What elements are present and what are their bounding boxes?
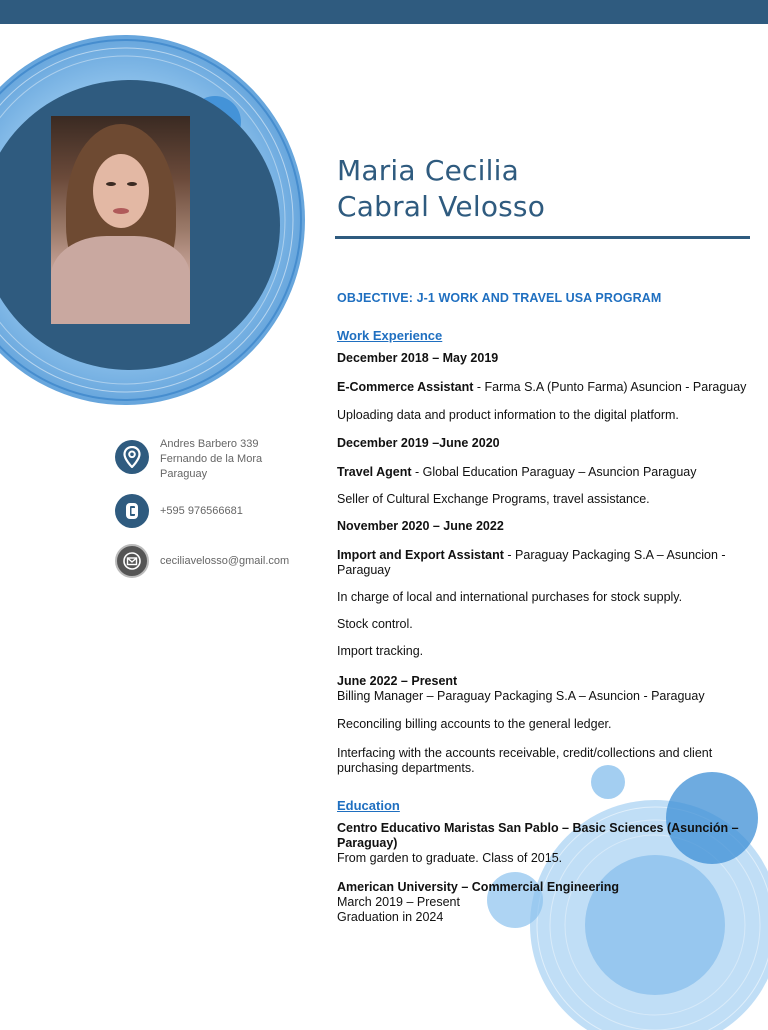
job-3-duty-2: Stock control. xyxy=(337,617,413,631)
job-4-duty-2: Interfacing with the accounts receivable, credit/collections and client purchasing departments. xyxy=(337,746,713,775)
job-1-role: E-Commerce Assistant xyxy=(337,380,474,394)
job-2-org: - Global Education Paraguay – Asuncion Paraguay xyxy=(411,465,697,479)
address-line-1: Andres Barbero 339 xyxy=(160,438,259,450)
job-2-role: Travel Agent xyxy=(337,465,412,479)
candidate-name xyxy=(337,153,545,225)
objective-heading: OBJECTIVE: J-1 WORK AND TRAVEL USA PROGRAM xyxy=(337,291,662,305)
phone-number: +595 976566681 xyxy=(160,505,243,517)
job-3-title xyxy=(337,548,747,578)
job-3-dates: November 2020 – June 2022 xyxy=(337,519,504,533)
name-line-1: Maria Cecilia xyxy=(337,154,519,187)
job-2-duty-1: Seller of Cultural Exchange Programs, travel assistance. xyxy=(337,492,650,506)
address-line-3: Paraguay xyxy=(160,468,208,480)
top-banner xyxy=(0,0,768,24)
phone-icon xyxy=(115,494,149,528)
job-1-org: - Farma S.A (Punto Farma) Asuncion - Paraguay xyxy=(473,380,747,394)
contact-phone xyxy=(115,494,243,528)
job-3-duty-3: Import tracking. xyxy=(337,644,424,658)
education-2-school: American University – Commercial Engineering xyxy=(337,880,620,894)
job-4-title: Billing Manager – Paraguay Packaging S.A – Asuncion - Paraguay xyxy=(337,689,705,703)
profile-photo xyxy=(51,116,190,324)
job-2-dates: December 2019 –June 2020 xyxy=(337,436,500,450)
address-line-2: Fernando de la Mora xyxy=(160,453,263,465)
email-address: ceciliavelosso@gmail.com xyxy=(160,555,290,567)
job-3-org: - Paraguay Packaging S.A – Asuncion - Paraguay xyxy=(337,548,726,577)
job-4-dates: June 2022 – Present xyxy=(337,674,458,688)
name-line-2: Cabral Velosso xyxy=(337,190,546,223)
job-4-duty-1: Reconciling billing accounts to the general ledger. xyxy=(337,717,612,731)
work-experience-heading: Work Experience xyxy=(337,328,443,343)
contact-email xyxy=(115,544,289,578)
resume-body xyxy=(337,328,747,925)
education-2-graduation: Graduation in 2024 xyxy=(337,910,444,924)
education-1-detail: From garden to graduate. Class of 2015. xyxy=(337,851,563,865)
education-heading: Education xyxy=(337,798,400,813)
location-pin-icon xyxy=(115,440,149,474)
education-2-dates: March 2019 – Present xyxy=(337,895,460,909)
job-3-role: Import and Export Assistant xyxy=(337,548,504,562)
job-1-title xyxy=(337,380,747,395)
name-divider xyxy=(335,236,750,239)
contact-address xyxy=(115,440,262,482)
education-1-school: Centro Educativo Maristas San Pablo – Basic Sciences (Asunción – Paraguay) xyxy=(337,821,739,850)
email-icon xyxy=(115,544,149,578)
job-1-duty-1: Uploading data and product information to the digital platform. xyxy=(337,408,679,422)
job-3-duty-1: In charge of local and international purchases for stock supply. xyxy=(337,590,683,604)
job-1-dates: December 2018 – May 2019 xyxy=(337,351,499,365)
job-2-title xyxy=(337,465,747,480)
